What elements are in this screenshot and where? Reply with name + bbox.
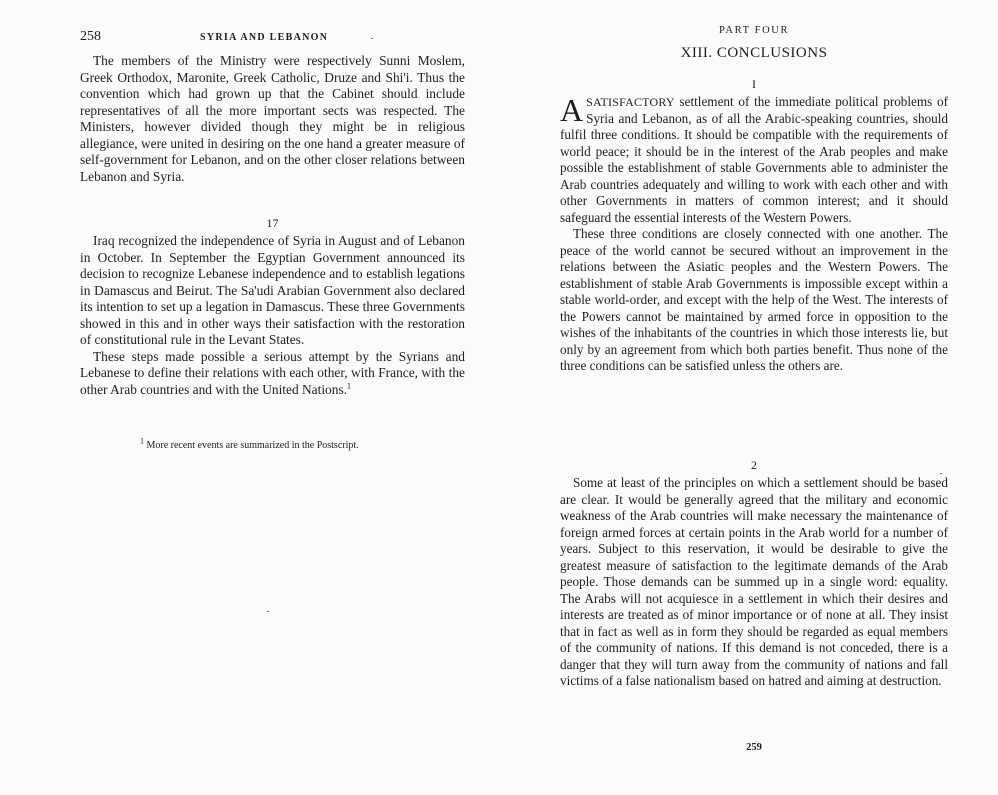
section-2-number: 2	[751, 458, 757, 472]
footnote	[140, 436, 465, 452]
scan-speck	[940, 473, 942, 474]
left-paragraph-3	[80, 349, 465, 399]
running-head: SYRIA AND LEBANON	[200, 32, 329, 43]
left-page-number: 258	[80, 29, 101, 44]
drop-cap: A	[560, 92, 584, 128]
right-paragraph-2: These three conditions are closely connected with one another. The peace of the world cannot be secured without an improvement in the relations between the Asiatic peoples and the Western Powers. The establishment of stable Arab Governments is impossible except within a stable world-order, and except with the help of the West. The interests of the Powers cannot be maintained by armed force in opposition to the wishes of the inhabitants of the countries in which those interests lie, but only by an agreement from which both parties benefit. Thus none of the three conditions can be satisfied unless the others are.	[560, 226, 948, 373]
left-paragraph-2: Iraq recognized the independence of Syria in August and of Lebanon in October. In September the Egyptian Government announced its decision to recognize Lebanese independence and to establish legations in Damascus and Beirut. The Sa'udi Arabian Government also declared its intention to set up a legation in Damascus. These three Governments showed in this and in other ways their satisfaction with the restoration of constitutional rule in the Levant States.	[80, 233, 465, 347]
right-paragraph-1-text: settlement of the immediate political problems of Syria and Lebanon, as of all the Arabic-speaking countries, should fulfil three conditions. It should be compatible with the requirements of world peace; it should be in the interest of the Arab peoples and make possible the establishment of stable Governments able to administer the Arab countries adequately and willing to work with each other and with other Governments in matters of common interest; and it should safeguard the essential interests of the Western Powers.	[560, 94, 948, 225]
left-page-header	[80, 29, 465, 49]
lead-in: SATISFACTORY	[586, 95, 675, 109]
right-paragraph-3: Some at least of the principles on which a settlement should be based are clear. It would be generally agreed that the military and economic weakness of the Arab countries will make necessary the maintenance of foreign armed forces at certain points in the Arab world for a number of years. Subject to this reservation, it would be desirable to give the greatest measure of satisfaction to the legitimate demands of the Arab people. Those demands can be summed up in a single word: equality. The Arabs will not acquiesce in a settlement in which their desires and interests are treated as of minor importance or of none at all. They insist that in fact as well as in form they should be regarded as equal members of the community of nations. If this demand is not conceded, there is a danger that they will turn away from the community of nations and fall victims of a false nationalism based on hatred and aiming at destruction.	[560, 475, 948, 688]
left-section-number: 17	[266, 216, 279, 230]
section-1-number: I	[752, 77, 756, 91]
right-page-folio: 259	[746, 742, 762, 753]
chapter-title: XIII. CONCLUSIONS	[680, 45, 828, 61]
left-paragraph-3-text: These steps made possible a serious attempt by the Syrians and Lebanese to define their relations with each other, with France, with the other Arab countries and with the United Nations.	[80, 348, 465, 397]
scan-speck	[371, 38, 373, 39]
footnote-number: 1	[140, 436, 144, 446]
scan-speck	[267, 611, 269, 612]
footnote-text: More recent events are summarized in the Postscript.	[146, 440, 359, 451]
right-paragraph-1	[560, 94, 948, 226]
part-label: PART FOUR	[718, 25, 790, 36]
left-paragraph-1: The members of the Ministry were respectively Sunni Moslem, Greek Orthodox, Maronite, Greek Catholic, Druze and Shi'i. Thus the convention which had grown up that the Cabinet should include representatives of all the more important sects was respected. The Ministers, however divided though they might be in religious allegiance, were united in desiring on the one hand a greater measure of self-government for Lebanon, and on the other closer relations between Lebanon and Syria.	[80, 53, 465, 184]
footnote-reference: 1	[347, 381, 352, 391]
